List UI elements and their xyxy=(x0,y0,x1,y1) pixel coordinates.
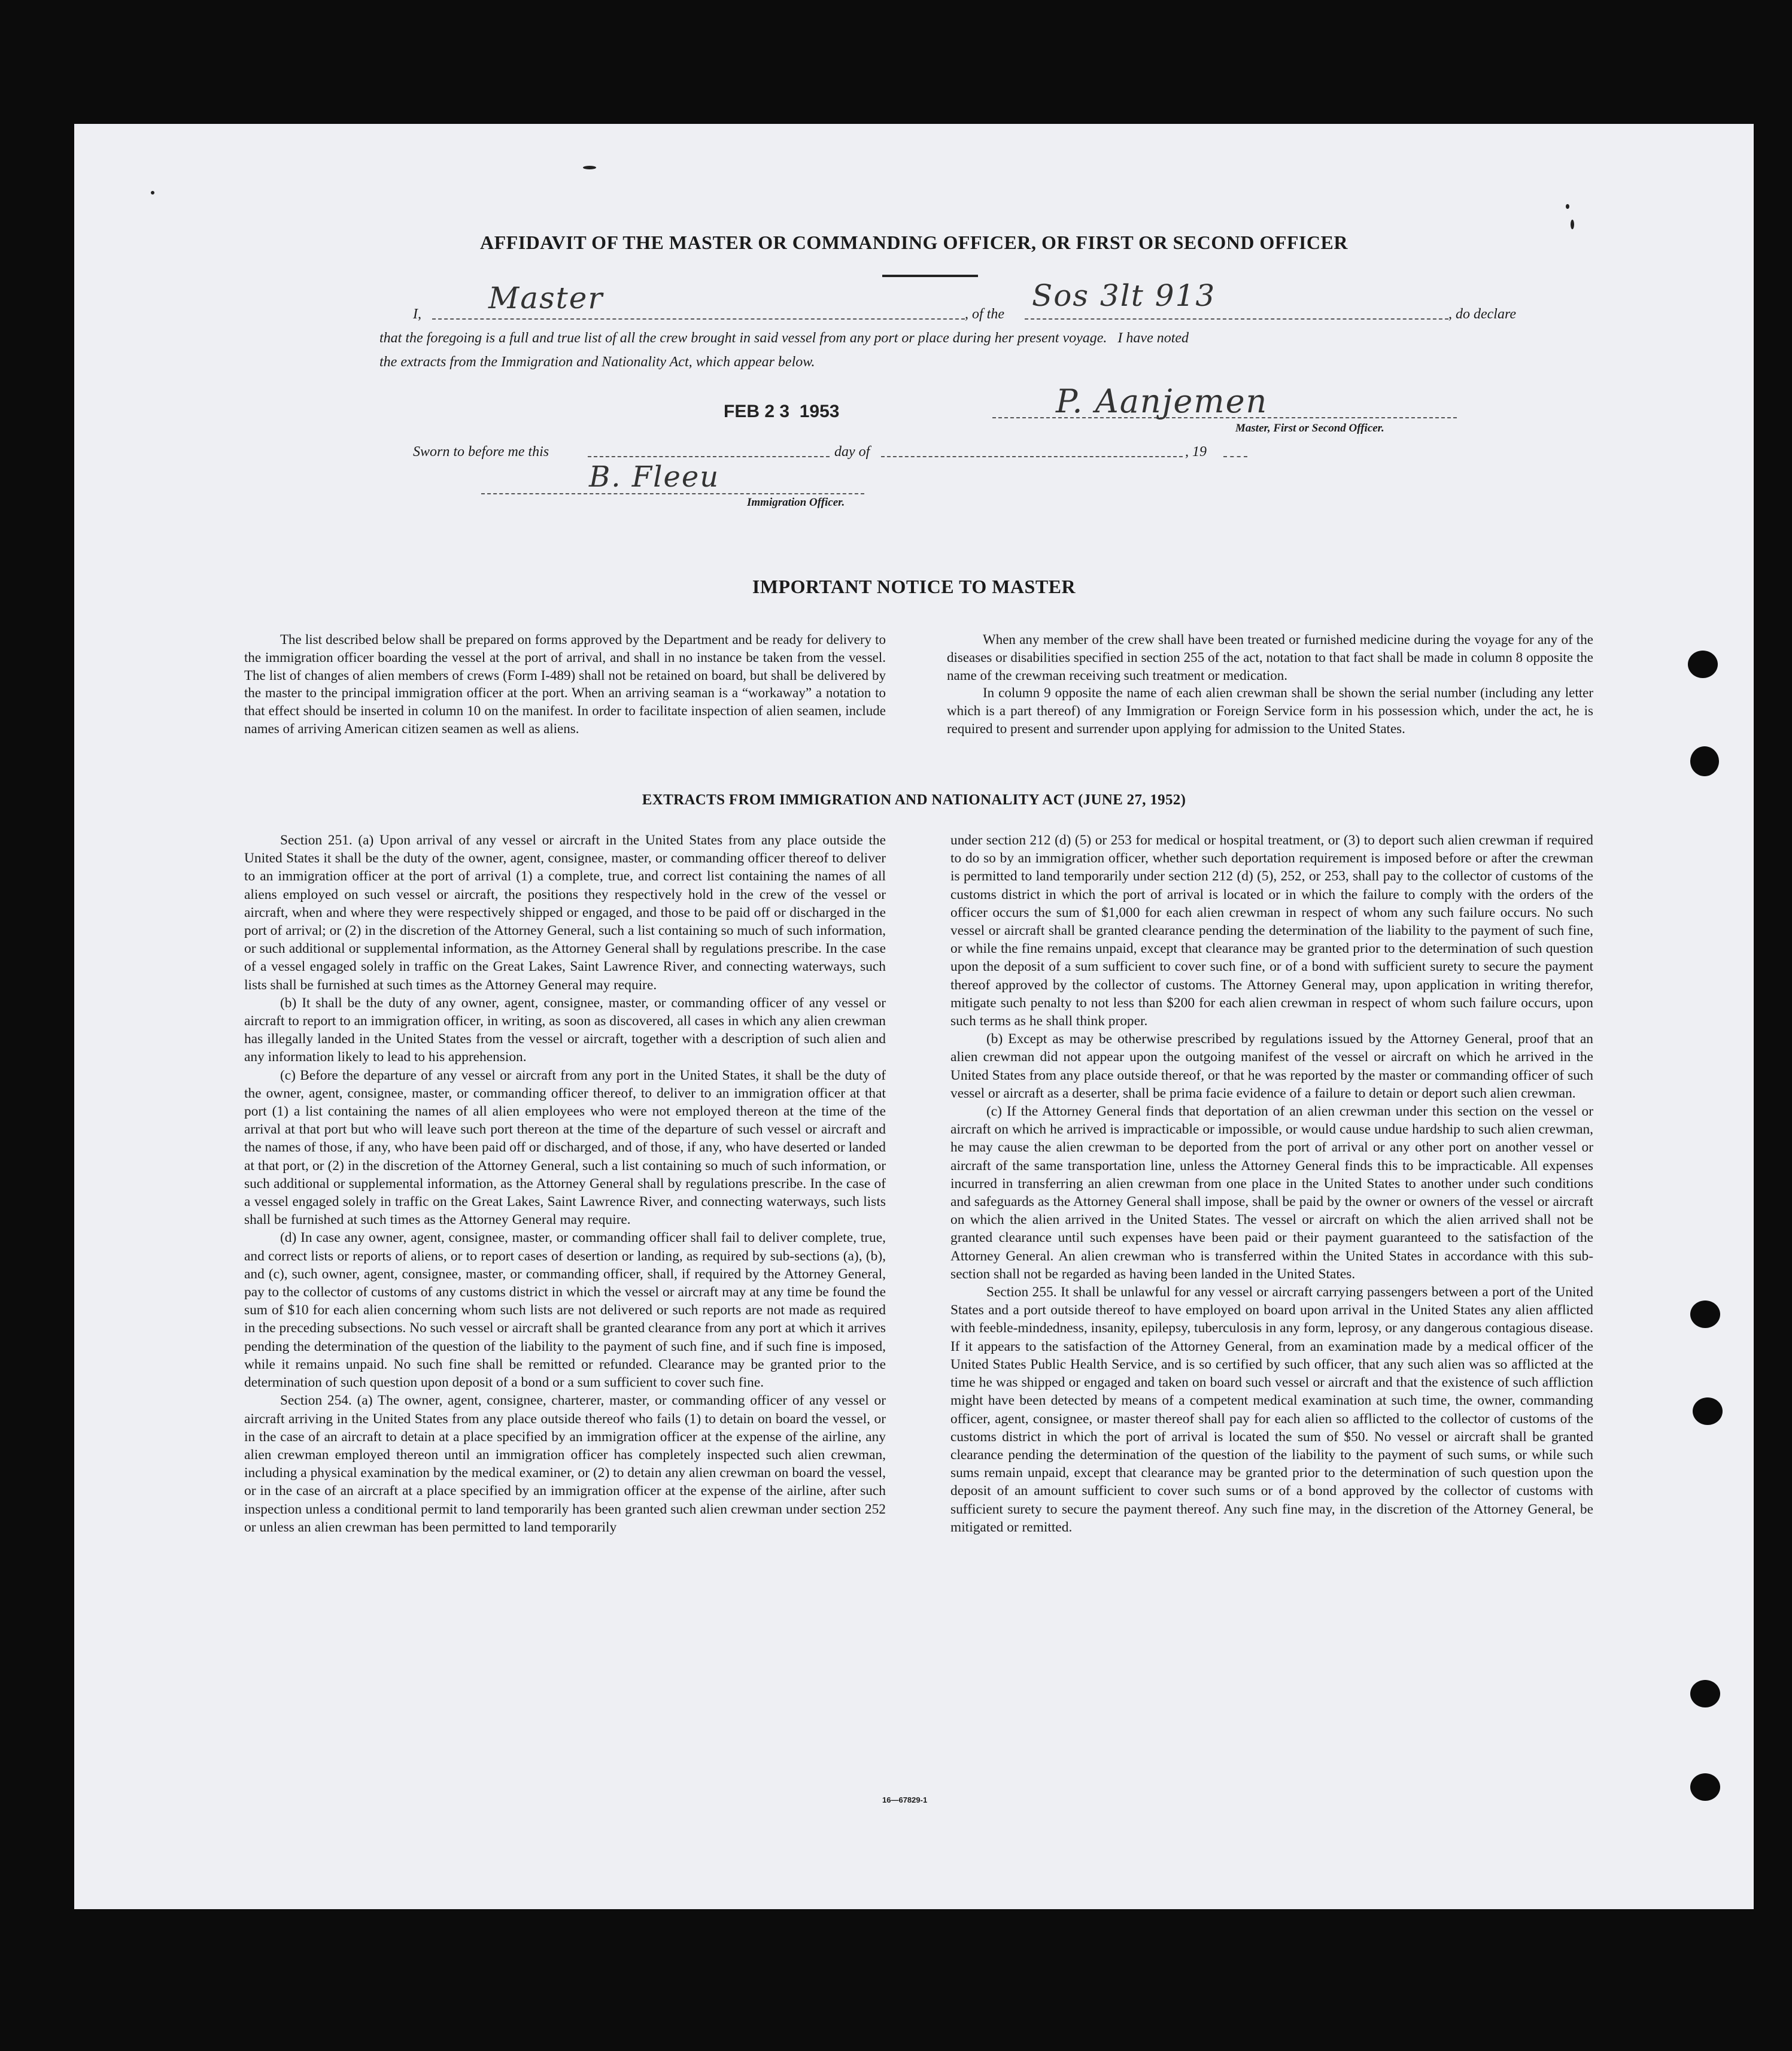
date-stamp: FEB 2 3 1953 xyxy=(724,402,840,421)
notice-left-paragraph: The list described below shall be prepared on forms approved by the Department and be ready for delivery to the immigration officer boarding the vessel at the port of arrival, and shall in no instance be taken from the vessel. The list of changes of alien members of crews (Form I-489) shall not be retained on board, but shall be delivered by the master to the principal immigration officer at the port. When an arriving seaman is a “workaway” a notation to that effect should be inserted in column 10 on the manifest. In order to facilitate inspection of alien seamen, include names of arriving American citizen seamen as well as aliens. xyxy=(244,632,886,736)
sworn-label: Sworn to before me this xyxy=(413,444,549,460)
punch-hole xyxy=(1690,1773,1720,1801)
speck xyxy=(583,166,596,169)
vessel-name-handwriting: Sos 3lt 913 xyxy=(1032,278,1216,313)
extract-section-254c: (c) If the Attorney General finds that deportation of an alien crewman under this section on the vessel or aircraft on which he arrived is impracticable or impossible, or would cause undue hardship to such alien crewman, he may cause the alien crewman to be deported from the port of arrival or any other port on another vessel or aircraft of the same transportation line, unless the Attorney General finds this to be impracticable. All expenses incurred in transferring an alien crewman from one place in the United States to another under such conditions and safeguards as the Attorney General shall impose, shall be paid by the owner or owners of the vessel or aircraft on which the alien arrived in the United States. The vessel or aircraft on which the alien arrived shall not be granted clearance until such expenses have been paid or their payment guaranteed to the satisfaction of the Attorney General. An alien crewman who is transferred within the United States in accordance with this sub-section shall not be regarded as having been landed in the United States. xyxy=(950,1104,1593,1282)
form-number: 16—67829-1 xyxy=(882,1795,928,1804)
speck xyxy=(1566,204,1569,209)
affidavit-line-3: the extracts from the Immigration and Nationality Act, which appear below. xyxy=(379,354,815,370)
do-declare-label: , do declare xyxy=(1448,306,1517,322)
year-label: , 19 xyxy=(1185,444,1207,460)
affidavit-title: AFFIDAVIT OF THE MASTER OR COMMANDING OFFICER, OR FIRST OR SECOND OFFICER xyxy=(480,232,1348,253)
notice-right-paragraph-2: In column 9 opposite the name of each alien crewman shall be shown the serial number (including any letter which is a part thereof) of any Immigration or Foreign Service form in his possession which, under the act, he is required to present and surrender upon applying for admission to the United States. xyxy=(947,685,1593,736)
title-rule xyxy=(882,275,978,277)
notice-right-paragraph-1: When any member of the crew shall have been treated or furnished medicine during the voyage for any of the diseases or disabilities specified in section 255 of the act, notation to that fact shall be made in column 8 opposite the name of the crewman receiving such treatment or medication. xyxy=(947,632,1593,683)
notice-right-column xyxy=(947,631,1593,738)
master-name-line xyxy=(432,318,965,320)
affidavit-i-label: I, xyxy=(413,306,421,322)
master-signature: P. Aanjemen xyxy=(1056,382,1268,420)
punch-hole xyxy=(1693,1397,1723,1425)
extract-section-254b: (b) Except as may be otherwise prescribed by regulations issued by the Attorney General, proof that an alien crewman did not appear upon the outgoing manifest of the vessel or aircraft on which he arrived in the United States from any place outside thereof, or that he was reported by the master or commanding officer of such vessel or aircraft as a deserter, shall be prima facie evidence of a failure to detain or deport such alien crewman. xyxy=(950,1031,1593,1101)
of-the-label: , of the xyxy=(965,306,1004,322)
punch-hole xyxy=(1690,746,1719,776)
sworn-year-line xyxy=(1223,456,1247,457)
extract-section-251b: (b) It shall be the duty of any owner, agent, consignee, master, or commanding officer of any vessel or aircraft to report to an immigration officer, in writing, as soon as discovered, all cases in which any alien crewman has illegally landed in the United States from the vessel or aircraft, together with a description of such alien and any information likely to lead to his apprehension. xyxy=(244,995,886,1065)
extract-section-254a: Section 254. (a) The owner, agent, consignee, charterer, master, or commanding officer of any vessel or aircraft arriving in the United States from any place outside thereof who fails (1) to detain on board the vessel, or in the case of an aircraft to detain at a place specified by an immigration officer at the expense of the airline, any alien crewman employed thereon until an immigration officer has completely inspected such alien crewman, including a physical examination by the medical examiner, or (2) to detain any alien crewman on board the vessel, or in the case of an aircraft at a place specified by an immigration officer at the expense of the airline, after such inspection unless a conditional permit to land temporarily has been granted such alien crewman under section 252 or unless an alien crewman has been permitted to land temporarily xyxy=(244,1393,886,1535)
master-name-handwriting: Master xyxy=(488,281,604,315)
affidavit-line-2: that the foregoing is a full and true list of all the crew brought in said vessel from any port or place during her present voyage. I have noted xyxy=(379,330,1189,346)
extract-section-255: Section 255. It shall be unlawful for any vessel or aircraft carrying passengers between a port of the United States and a port outside thereof to have employed on board upon arrival in the United States any alien afflicted with feeble-mindedness, insanity, epilepsy, tuberculosis in any form, leprosy, or any dangerous contagious disease. If it appears to the satisfaction of the Attorney General, from an examination made by a medical officer of the United States Public Health Service, and is so certified by such officer, that any such alien was so afflicted at the time he was shipped or engaged and taken on board such vessel or aircraft and that the existence of such affliction might have been detected by means of a competent medical examination at such time, the owner, commanding officer, agent, consignee, or master thereof shall pay for each alien so afflicted to the collector of customs of the customs district in which the port of arrival is located the sum of $50. No vessel or aircraft shall be granted clearance pending the determination of the question of the liability to the payment of such sums, or while such sums remain unpaid, except that clearance may be granted prior to the determination of such question upon the deposit of an amount sufficient to cover such sums or of a bond approved by the collector of customs with sufficient surety to secure the payment thereof. Any such fine may, in the discretion of the Attorney General, be mitigated or remitted. xyxy=(950,1284,1593,1535)
extracts-left-column xyxy=(244,831,886,1536)
vessel-name-line xyxy=(1025,318,1448,320)
extracts-right-column xyxy=(950,831,1593,1536)
punch-hole xyxy=(1690,1301,1720,1328)
officer-signature: B. Fleeu xyxy=(589,460,720,494)
sworn-month-line xyxy=(881,456,1183,457)
extracts-title: EXTRACTS FROM IMMIGRATION AND NATIONALITY ACT (JUNE 27, 1952) xyxy=(642,792,1186,808)
notice-title: IMPORTANT NOTICE TO MASTER xyxy=(752,576,1076,597)
punch-hole xyxy=(1690,1680,1720,1707)
document-page xyxy=(74,124,1754,1909)
extract-section-251c: (c) Before the departure of any vessel or aircraft from any port in the United States, it shall be the duty of the owner, agent, consignee, master, or commanding officer thereof, to deliver to an immigration officer at that port (1) a list containing the names of all alien employees who were not employed thereon at the time of the arrival at that port but who will leave such port thereon at the time of the departure of such vessel or aircraft and the names of those, if any, who have been paid off or discharged, and of those, if any, who have deserted or landed at that port, or (2) in the discretion of the Attorney General, such a list containing so much of such information, or such additional or supplemental information, as the Attorney General shall by regulations prescribe. In the case of a vessel engaged solely in traffic on the Great Lakes, Saint Lawrence River, and connecting waterways, such lists shall be furnished at such times as the Attorney General may require. xyxy=(244,1067,886,1228)
master-signature-caption: Master, First or Second Officer. xyxy=(1235,422,1384,434)
speck xyxy=(151,191,154,195)
speck xyxy=(1571,220,1574,229)
extract-section-251a: Section 251. (a) Upon arrival of any vessel or aircraft in the United States from any place outside the United States it shall be the duty of the owner, agent, consignee, master, or commanding officer thereof to deliver to an immigration officer at the port of arrival (1) a complete, true, and correct list containing the names of all aliens employed on such vessel or aircraft, the positions they respectively hold in the crew of the vessel or aircraft, when and where they were respectively shipped or engaged, and those to be paid off or discharged in the port of arrival; or (2) in the discretion of the Attorney General, such a list containing so much of such information, or such additional or supplemental information, as the Attorney General shall by regulations prescribe. In the case of a vessel engaged solely in traffic on the Great Lakes, Saint Lawrence River, and connecting waterways, such lists shall be furnished at such times as the Attorney General may require. xyxy=(244,832,886,993)
sworn-day-line xyxy=(588,456,830,457)
officer-caption: Immigration Officer. xyxy=(747,496,845,509)
punch-hole xyxy=(1688,651,1718,678)
extract-section-251d: (d) In case any owner, agent, consignee, master, or commanding officer shall fail to deliver complete, true, and correct lists or reports of aliens, or to report cases of desertion or landing, as required by sub-sections (a), (b), and (c), such owner, agent, consignee, master, or commanding officer, shall, if required by the Attorney General, pay to the collector of customs of any customs district in which the vessel or aircraft may at any time be found the sum of $10 for each alien concerning whom such lists are not delivered or such reports are not made as required in the preceding subsections. No such vessel or aircraft shall be granted clearance from any port at which it arrives pending the determination of the question of the liability to the payment of such fine, and if such fine is imposed, while it remains unpaid. No such fine shall be remitted or refunded. Clearance may be granted prior to the determination of such question upon deposit of a bond or a sum sufficient to cover such fine. xyxy=(244,1230,886,1391)
day-of-label: day of xyxy=(834,444,870,460)
extract-section-254a-continued: under section 212 (d) (5) or 253 for medical or hospital treatment, or (3) to deport such alien crewman if required to do so by an immigration officer, whether such deportation requirement is imposed before or after the crewman is permitted to land temporarily under section 212 (d) (5), 252, or 253, shall pay to the collector of customs of the customs district in which the port of arrival is located or in which the failure to comply with the orders of the officer occurs the sum of $1,000 for each alien crewman in respect of whom any such failure occurs. No such vessel or aircraft shall be granted clearance pending the determination of the liability to the payment of such fine, or while the fine remains unpaid, except that clearance may be granted prior to the determination of such question upon the deposit of a sum sufficient to cover such fine, or of a bond with sufficient surety to secure the payment thereof approved by the collector of customs. The Attorney General may, upon application in writing therefor, mitigate such penalty to not less than $200 for each alien crewman in respect of whom such failure occurs, upon such terms as he shall think proper. xyxy=(950,832,1593,1029)
notice-left-column xyxy=(244,631,886,738)
